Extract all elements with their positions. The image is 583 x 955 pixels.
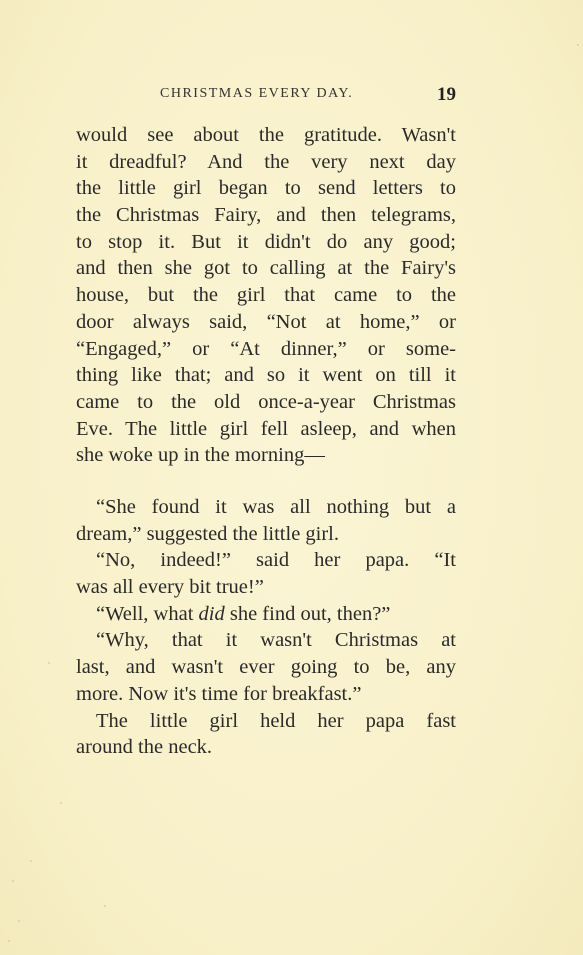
text-line: “Why, that it wasn't Christmas at <box>96 629 456 652</box>
text-fragment: she find out, then?” <box>224 602 391 625</box>
text-line <box>76 601 456 628</box>
text-line: was all every bit true!” <box>76 576 264 599</box>
running-head <box>76 86 456 108</box>
text-fragment: “Well, what <box>96 602 199 625</box>
text-line: the little girl began to send letters to <box>76 177 456 200</box>
paragraph-2 <box>76 494 456 761</box>
text-line: she woke up in the morning— <box>76 444 325 467</box>
text-line: thing like that; and so it went on till it <box>76 364 456 387</box>
text-line: more. Now it's time for breakfast.” <box>76 682 362 705</box>
text-line: “Engaged,” or “At dinner,” or some- <box>76 337 456 360</box>
text-line: last, and wasn't ever going to be, any <box>76 656 456 679</box>
paper-speck <box>104 905 106 907</box>
text-line: “She found it was all nothing but a <box>96 496 456 518</box>
text-line: dream,” suggested the little girl. <box>76 522 340 545</box>
text-line: the Christmas Fairy, and then telegrams, <box>76 204 456 227</box>
paper-speck <box>12 880 14 882</box>
paper-speck <box>30 860 32 862</box>
text-line: it dreadful? And the very next day <box>76 150 456 173</box>
paper-speck <box>48 662 50 664</box>
text-line: “No, indeed!” said her papa. “It <box>96 549 456 572</box>
text-line: would see about the gratitude. Wasn't <box>76 124 456 146</box>
text-line: to stop it. But it didn't do any good; <box>76 230 456 253</box>
text-line: around the neck. <box>76 736 213 759</box>
text-line: door always said, “Not at home,” or <box>76 310 456 333</box>
paragraph-1 <box>76 122 456 469</box>
text-line: Eve. The little girl fell asleep, and when <box>76 417 456 440</box>
running-title: CHRISTMAS EVERY DAY. <box>160 86 354 101</box>
text-line: The little girl held her papa fast <box>96 709 456 732</box>
paper-speck <box>18 920 20 922</box>
italic-word: did <box>198 602 225 625</box>
text-line: came to the old once-a-year Christmas <box>76 390 456 413</box>
paper-speck <box>577 44 579 46</box>
text-line: and then she got to calling at the Fairy's <box>76 257 456 280</box>
page-number: 19 <box>437 84 456 105</box>
paper-speck <box>8 940 10 942</box>
paper-speck <box>60 802 62 804</box>
text-line: house, but the girl that came to the <box>76 284 456 307</box>
